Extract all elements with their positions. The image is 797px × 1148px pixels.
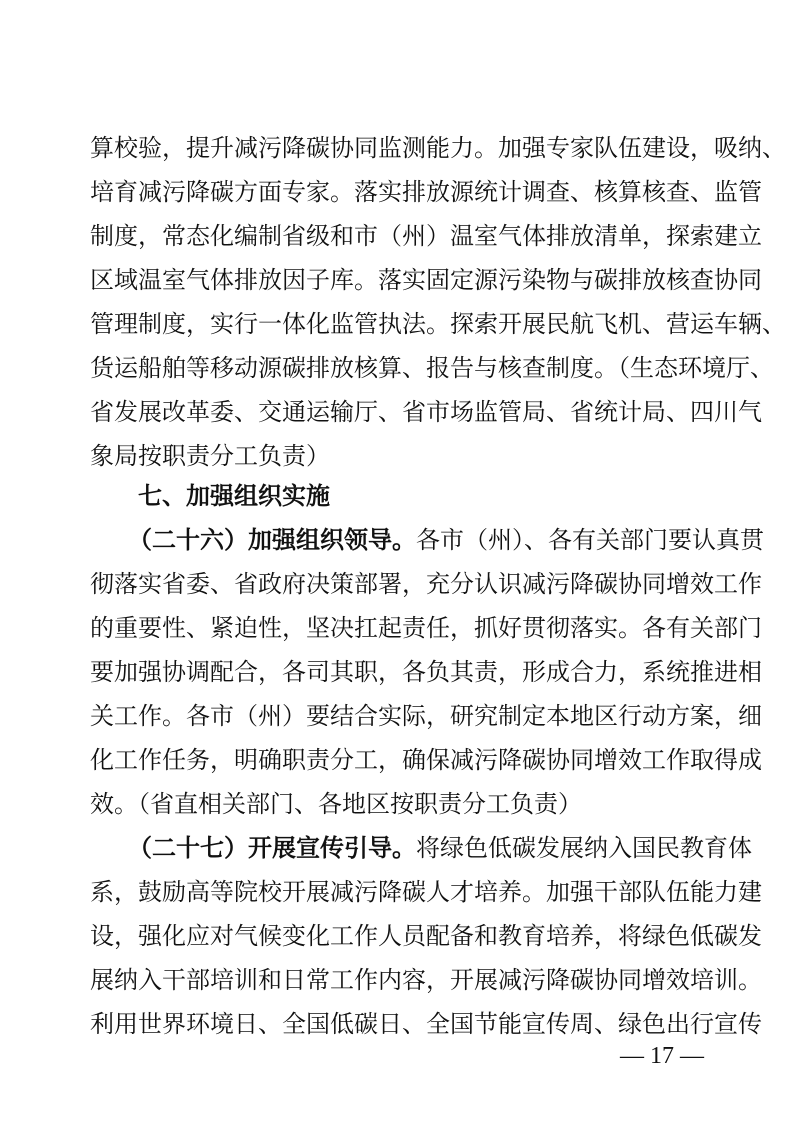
body-text-line: 设，强化应对气候变化工作人员配备和教育培养，将绿色低碳发 [90, 922, 762, 950]
body-text-line: 利用世界环境日、全国低碳日、全国节能宣传周、绿色出行宣传 [90, 1010, 762, 1038]
section-heading: 七、加强组织实施 [138, 482, 330, 510]
body-text-line: 算校验，提升减污降碳协同监测能力。加强专家队伍建设，吸纳、 [90, 134, 786, 162]
body-text-line: 管理制度，实行一体化监管执法。探索开展民航飞机、营运车辆、 [90, 310, 786, 338]
body-text-line: 关工作。各市（州）要结合实际，研究制定本地区行动方案，细 [90, 702, 762, 730]
body-text-line: 展纳入干部培训和日常工作内容，开展减污降碳协同增效培训。 [90, 966, 762, 994]
body-text-line: 培育减污降碳方面专家。落实排放源统计调查、核算核查、监管 [90, 178, 762, 206]
paragraph-first-text: 将绿色低碳发展纳入国民教育体 [416, 834, 752, 862]
body-text-line: 要加强协调配合，各司其职，各负其责，形成合力，系统推进相 [90, 658, 762, 686]
body-text-line: 彻落实省委、省政府决策部署，充分认识减污降碳协同增效工作 [90, 570, 762, 598]
body-text-line: 象局按职责分工负责） [90, 442, 330, 470]
paragraph-first-line [128, 828, 752, 868]
paragraph-first-text: 各市（州）、各有关部门要认真贯 [416, 526, 764, 554]
body-text-line: 系，鼓励高等院校开展减污降碳人才培养。加强干部队伍能力建 [90, 878, 762, 906]
paragraph-lead-title: （二十七）开展宣传引导。 [128, 834, 416, 862]
paragraph-lead-title: （二十六）加强组织领导。 [128, 526, 416, 554]
body-text-line: 货运船舶等移动源碳排放核算、报告与核查制度。（生态环境厅、 [90, 354, 774, 382]
body-text-line: 效。（省直相关部门、各地区按职责分工负责） [90, 790, 582, 818]
paragraph-first-line [128, 520, 764, 560]
body-text-line: 区域温室气体排放因子库。落实固定源污染物与碳排放核查协同 [90, 266, 762, 294]
body-text-line: 化工作任务，明确职责分工，确保减污降碳协同增效工作取得成 [90, 746, 762, 774]
page-number: — 17 — [620, 1043, 704, 1069]
body-text-line: 制度，常态化编制省级和市（州）温室气体排放清单，探索建立 [90, 222, 762, 250]
body-text-line: 的重要性、紧迫性，坚决扛起责任，抓好贯彻落实。各有关部门 [90, 614, 762, 642]
body-text-line: 省发展改革委、交通运输厅、省市场监管局、省统计局、四川气 [90, 398, 762, 426]
